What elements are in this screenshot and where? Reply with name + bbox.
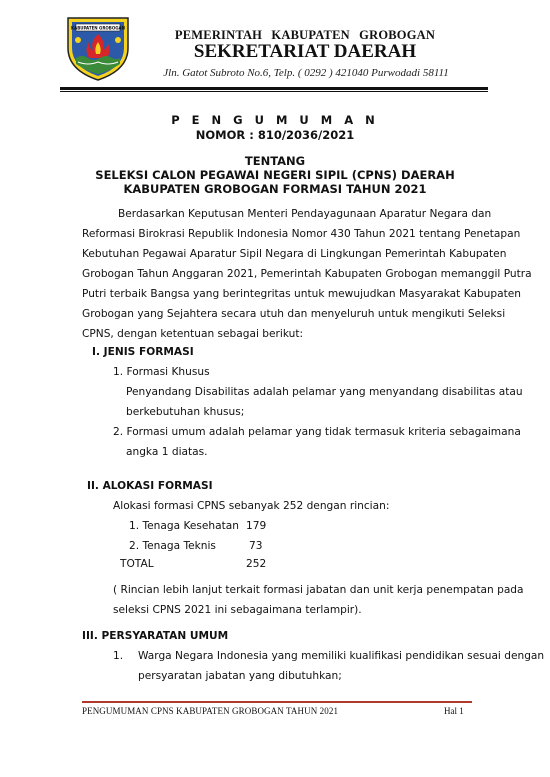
allocation-row-value: 179 xyxy=(246,520,267,532)
letterhead-divider xyxy=(60,87,488,90)
footer-page-number: Hal 1 xyxy=(444,706,464,716)
list-item-desc: angka 1 diatas. xyxy=(126,446,208,458)
list-item-desc: berkebutuhan khusus; xyxy=(126,406,245,418)
list-item: 1. Formasi Khusus xyxy=(113,366,210,378)
intro-line: Grobogan Tahun Anggaran 2021, Pemerintah Kabupaten Grobogan memanggil Putra xyxy=(82,268,532,280)
section-heading-jenis-formasi: I. JENIS FORMASI xyxy=(92,346,194,358)
requirement-number: 1. xyxy=(113,650,124,662)
announcement-number: NOMOR : 810/2036/2021 xyxy=(195,128,355,142)
footer-divider xyxy=(82,701,472,703)
allocation-note: ( Rincian lebih lanjut terkait formasi jabatan dan unit kerja penempatan pada xyxy=(113,584,524,596)
intro-line: Reformasi Birokrasi Republik Indonesia Nomor 430 Tahun 2021 tentang Penetapan xyxy=(82,228,521,240)
allocation-row-label: 2. Tenaga Teknis xyxy=(129,540,216,552)
requirement-text: Warga Negara Indonesia yang memiliki kualifikasi pendidikan sesuai dengan xyxy=(138,650,545,662)
svg-text:KABUPATEN GROBOGAN: KABUPATEN GROBOGAN xyxy=(71,25,125,31)
allocation-row-label: 1. Tenaga Kesehatan xyxy=(129,520,239,532)
announcement-tentang: TENTANG xyxy=(244,154,306,168)
intro-line: Grobogan yang Sejahtera secara utuh dan menyeluruh untuk mengikuti Seleksi xyxy=(82,308,506,320)
list-item: 2. Formasi umum adalah pelamar yang tidak termasuk kriteria sebagaimana xyxy=(113,426,521,438)
section-heading-alokasi-formasi: II. ALOKASI FORMASI xyxy=(87,480,213,492)
intro-last-line: CPNS, dengan ketentuan sebagai berikut: xyxy=(82,328,304,340)
intro-line: Berdasarkan Keputusan Menteri Pendayagunaan Aparatur Negara dan xyxy=(118,208,492,220)
footer-document-title: PENGUMUMAN CPNS KABUPATEN GROBOGAN TAHUN 2021 xyxy=(82,706,339,716)
requirement-text: persyaratan jabatan yang dibutuhkan; xyxy=(138,670,342,682)
section-heading-persyaratan-umum: III. PERSYARATAN UMUM xyxy=(82,630,229,642)
allocation-intro: Alokasi formasi CPNS sebanyak 252 dengan rincian: xyxy=(113,500,390,512)
list-item-desc: Penyandang Disabilitas adalah pelamar yang menyandang disabilitas atau xyxy=(126,386,523,398)
letterhead-government: PEMERINTAH KABUPATEN GROBOGAN xyxy=(174,28,436,42)
allocation-row-value: 73 xyxy=(249,540,263,552)
allocation-total-label: TOTAL xyxy=(120,558,154,570)
intro-line: Putri terbaik Bangsa yang berintegritas untuk mewujudkan Masyarakat Kabupaten xyxy=(82,288,521,300)
announcement-title: P E N G U M U M A N xyxy=(171,113,379,127)
grobogan-crest-icon xyxy=(62,12,134,82)
letterhead-address: Jln. Gatot Subroto No.6, Telp. ( 0292 ) 421040 Purwodadi 58111 xyxy=(163,67,449,79)
letterhead-office: SEKRETARIAT DAERAH xyxy=(193,41,417,62)
letterhead-divider-thin xyxy=(60,91,488,92)
allocation-total-value: 252 xyxy=(246,558,267,570)
intro-line: Kebutuhan Pegawai Aparatur Sipil Negara di Lingkungan Pemerintah Kabupaten xyxy=(82,248,507,260)
announcement-subject-line1: SELEKSI CALON PEGAWAI NEGERI SIPIL (CPNS) DAERAH xyxy=(95,168,455,182)
allocation-note: seleksi CPNS 2021 ini sebagaimana terlampir). xyxy=(113,604,362,616)
announcement-subject-line2: KABUPATEN GROBOGAN FORMASI TAHUN 2021 xyxy=(123,182,427,196)
